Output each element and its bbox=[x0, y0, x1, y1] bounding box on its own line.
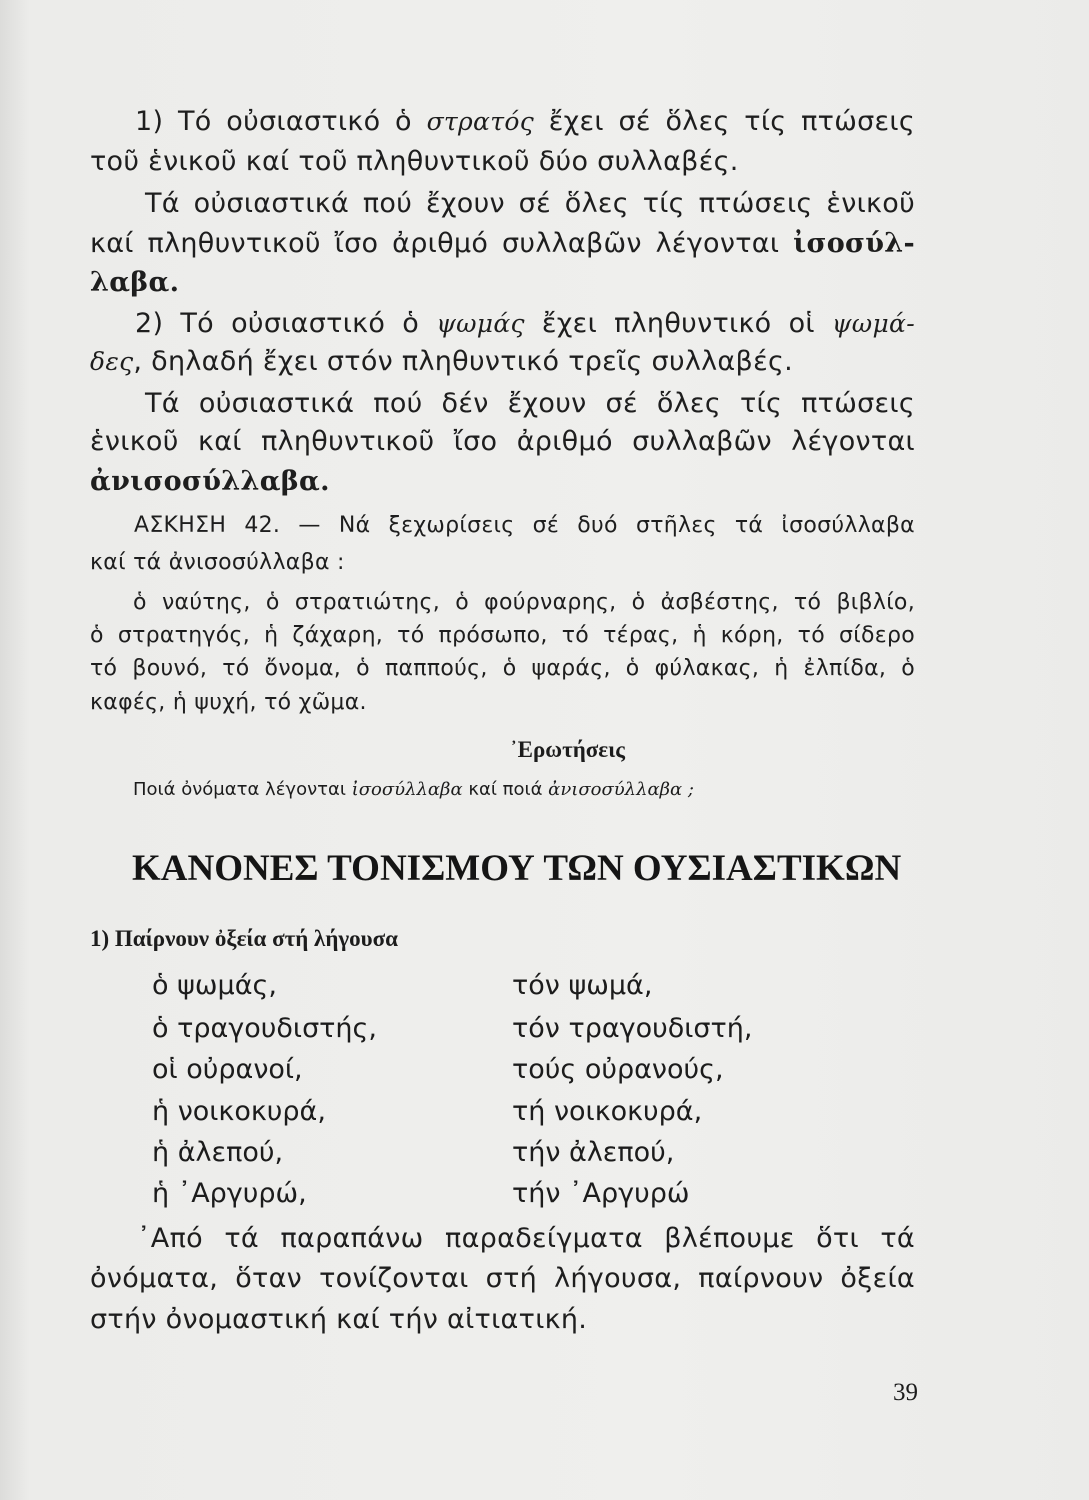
paragraph-line bbox=[90, 466, 330, 497]
question-line bbox=[133, 779, 694, 800]
bold-term: ἰσοσύλ- bbox=[793, 228, 915, 259]
paragraph-line bbox=[90, 228, 915, 259]
questions-heading: ᾿Ερωτήσεις bbox=[510, 737, 625, 762]
text-run: 1) Τό οὐσιαστικό ὁ bbox=[135, 106, 427, 137]
conclusion-line: ὀνόματα, ὅταν τονίζονται στή λήγουσα, παίρνουν ὀξεία bbox=[90, 1263, 915, 1294]
text-run: , δηλαδή ἔχει στόν πληθυντικό τρεῖς συλλαβές. bbox=[133, 346, 793, 377]
paragraph-line bbox=[90, 346, 793, 377]
example-accusative: τόν ψωμά, bbox=[512, 970, 653, 1001]
italic-word: στρατός bbox=[426, 107, 535, 136]
example-nominative: ἡ νοικοκυρά, bbox=[152, 1096, 326, 1127]
example-accusative: τούς οὐρανούς, bbox=[512, 1054, 724, 1085]
paragraph-line: Τά οὐσιαστικά πού ἔχουν σέ ὅλες τίς πτώσεις ἑνικοῦ bbox=[145, 188, 915, 219]
section-title: ΚΑΝΟΝΕΣ ΤΟΝΙΣΜΟΥ ΤΩΝ ΟΥΣΙΑΣΤΙΚΩΝ bbox=[132, 848, 902, 889]
exercise-line: καφές, ἡ ψυχή, τό χῶμα. bbox=[90, 690, 367, 715]
example-nominative: ὁ τραγουδιστής, bbox=[152, 1013, 377, 1044]
exercise-line: τό βουνό, τό ὄνομα, ὁ παππούς, ὁ ψαράς, ὁ φύλακας, ἡ ἐλπίδα, ὁ bbox=[90, 656, 915, 681]
example-accusative: τήν ᾿Αργυρώ bbox=[512, 1178, 690, 1209]
text-run: 2) Τό οὐσιαστικό ὁ bbox=[135, 308, 437, 339]
page-number: 39 bbox=[893, 1379, 918, 1406]
exercise-title: ΑΣΚΗΣΗ 42. — Νά ξεχωρίσεις σέ δυό στῆλες τά ἰσοσύλλαβα bbox=[134, 513, 915, 538]
text-run: καί πληθυντικοῦ ἴσο ἀριθμό συλλαβῶν λέγονται bbox=[90, 228, 794, 259]
text-run: ἔχει πληθυντικό οἱ bbox=[524, 308, 832, 339]
italic-word: ἀνισοσύλλαβα ; bbox=[548, 779, 694, 800]
exercise-line: ὁ στρατηγός, ἡ ζάχαρη, τό πρόσωπο, τό τέρας, ἡ κόρη, τό σίδερο bbox=[90, 623, 915, 648]
example-nominative: οἱ οὐρανοί, bbox=[152, 1054, 303, 1085]
paragraph-line bbox=[90, 267, 179, 298]
text-run: καί ποιά bbox=[462, 779, 549, 800]
exercise-line: ὁ ναύτης, ὁ στρατιώτης, ὁ φούρναρης, ὁ ἀσβέστης, τό βιβλίο, bbox=[133, 590, 915, 615]
italic-word: ἰσοσύλλαβα bbox=[351, 779, 463, 800]
example-nominative: ἡ ἀλεπού, bbox=[152, 1137, 284, 1168]
example-accusative: τή νοικοκυρά, bbox=[512, 1096, 703, 1127]
section-subtitle: 1) Παίρνουν ὀξεία στή λήγουσα bbox=[90, 926, 398, 951]
paragraph-line bbox=[90, 146, 739, 177]
paragraph-line bbox=[135, 308, 915, 339]
exercise-line: καί τά ἀνισοσύλλαβα : bbox=[90, 550, 345, 575]
conclusion-line: στήν ὀνομαστική καί τήν αἰτιατική. bbox=[90, 1304, 588, 1335]
example-nominative: ὁ ψωμάς, bbox=[152, 970, 277, 1001]
text-run: τοῦ ἑνικοῦ καί τοῦ πληθυντικοῦ δύο συλλαβές. bbox=[90, 146, 739, 177]
example-nominative: ἡ ᾿Αργυρώ, bbox=[152, 1178, 307, 1209]
italic-word: ψωμάς bbox=[436, 309, 525, 338]
conclusion-line: ᾿Από τά παραπάνω παραδείγματα βλέπουμε ὅτι τά bbox=[137, 1223, 915, 1254]
example-accusative: τόν τραγουδιστή, bbox=[512, 1013, 753, 1044]
paragraph-line: Τά οὐσιαστικά πού δέν ἔχουν σέ ὅλες τίς πτώσεις bbox=[145, 388, 915, 419]
paragraph-line: ἑνικοῦ καί πληθυντικοῦ ἴσο ἀριθμό συλλαβῶν λέγονται bbox=[90, 426, 915, 457]
italic-word: δες bbox=[90, 347, 134, 376]
bold-term: ἀνισοσύλλαβα. bbox=[90, 466, 330, 497]
example-accusative: τήν ἀλεπού, bbox=[512, 1137, 675, 1168]
paragraph-line bbox=[135, 106, 915, 137]
text-run: ἔχει σέ ὅλες τίς πτώσεις bbox=[534, 106, 915, 137]
bold-term: λαβα. bbox=[90, 267, 180, 298]
italic-word: ψωμά- bbox=[831, 309, 915, 338]
text-run: Ποιά ὀνόματα λέγονται bbox=[133, 779, 352, 800]
